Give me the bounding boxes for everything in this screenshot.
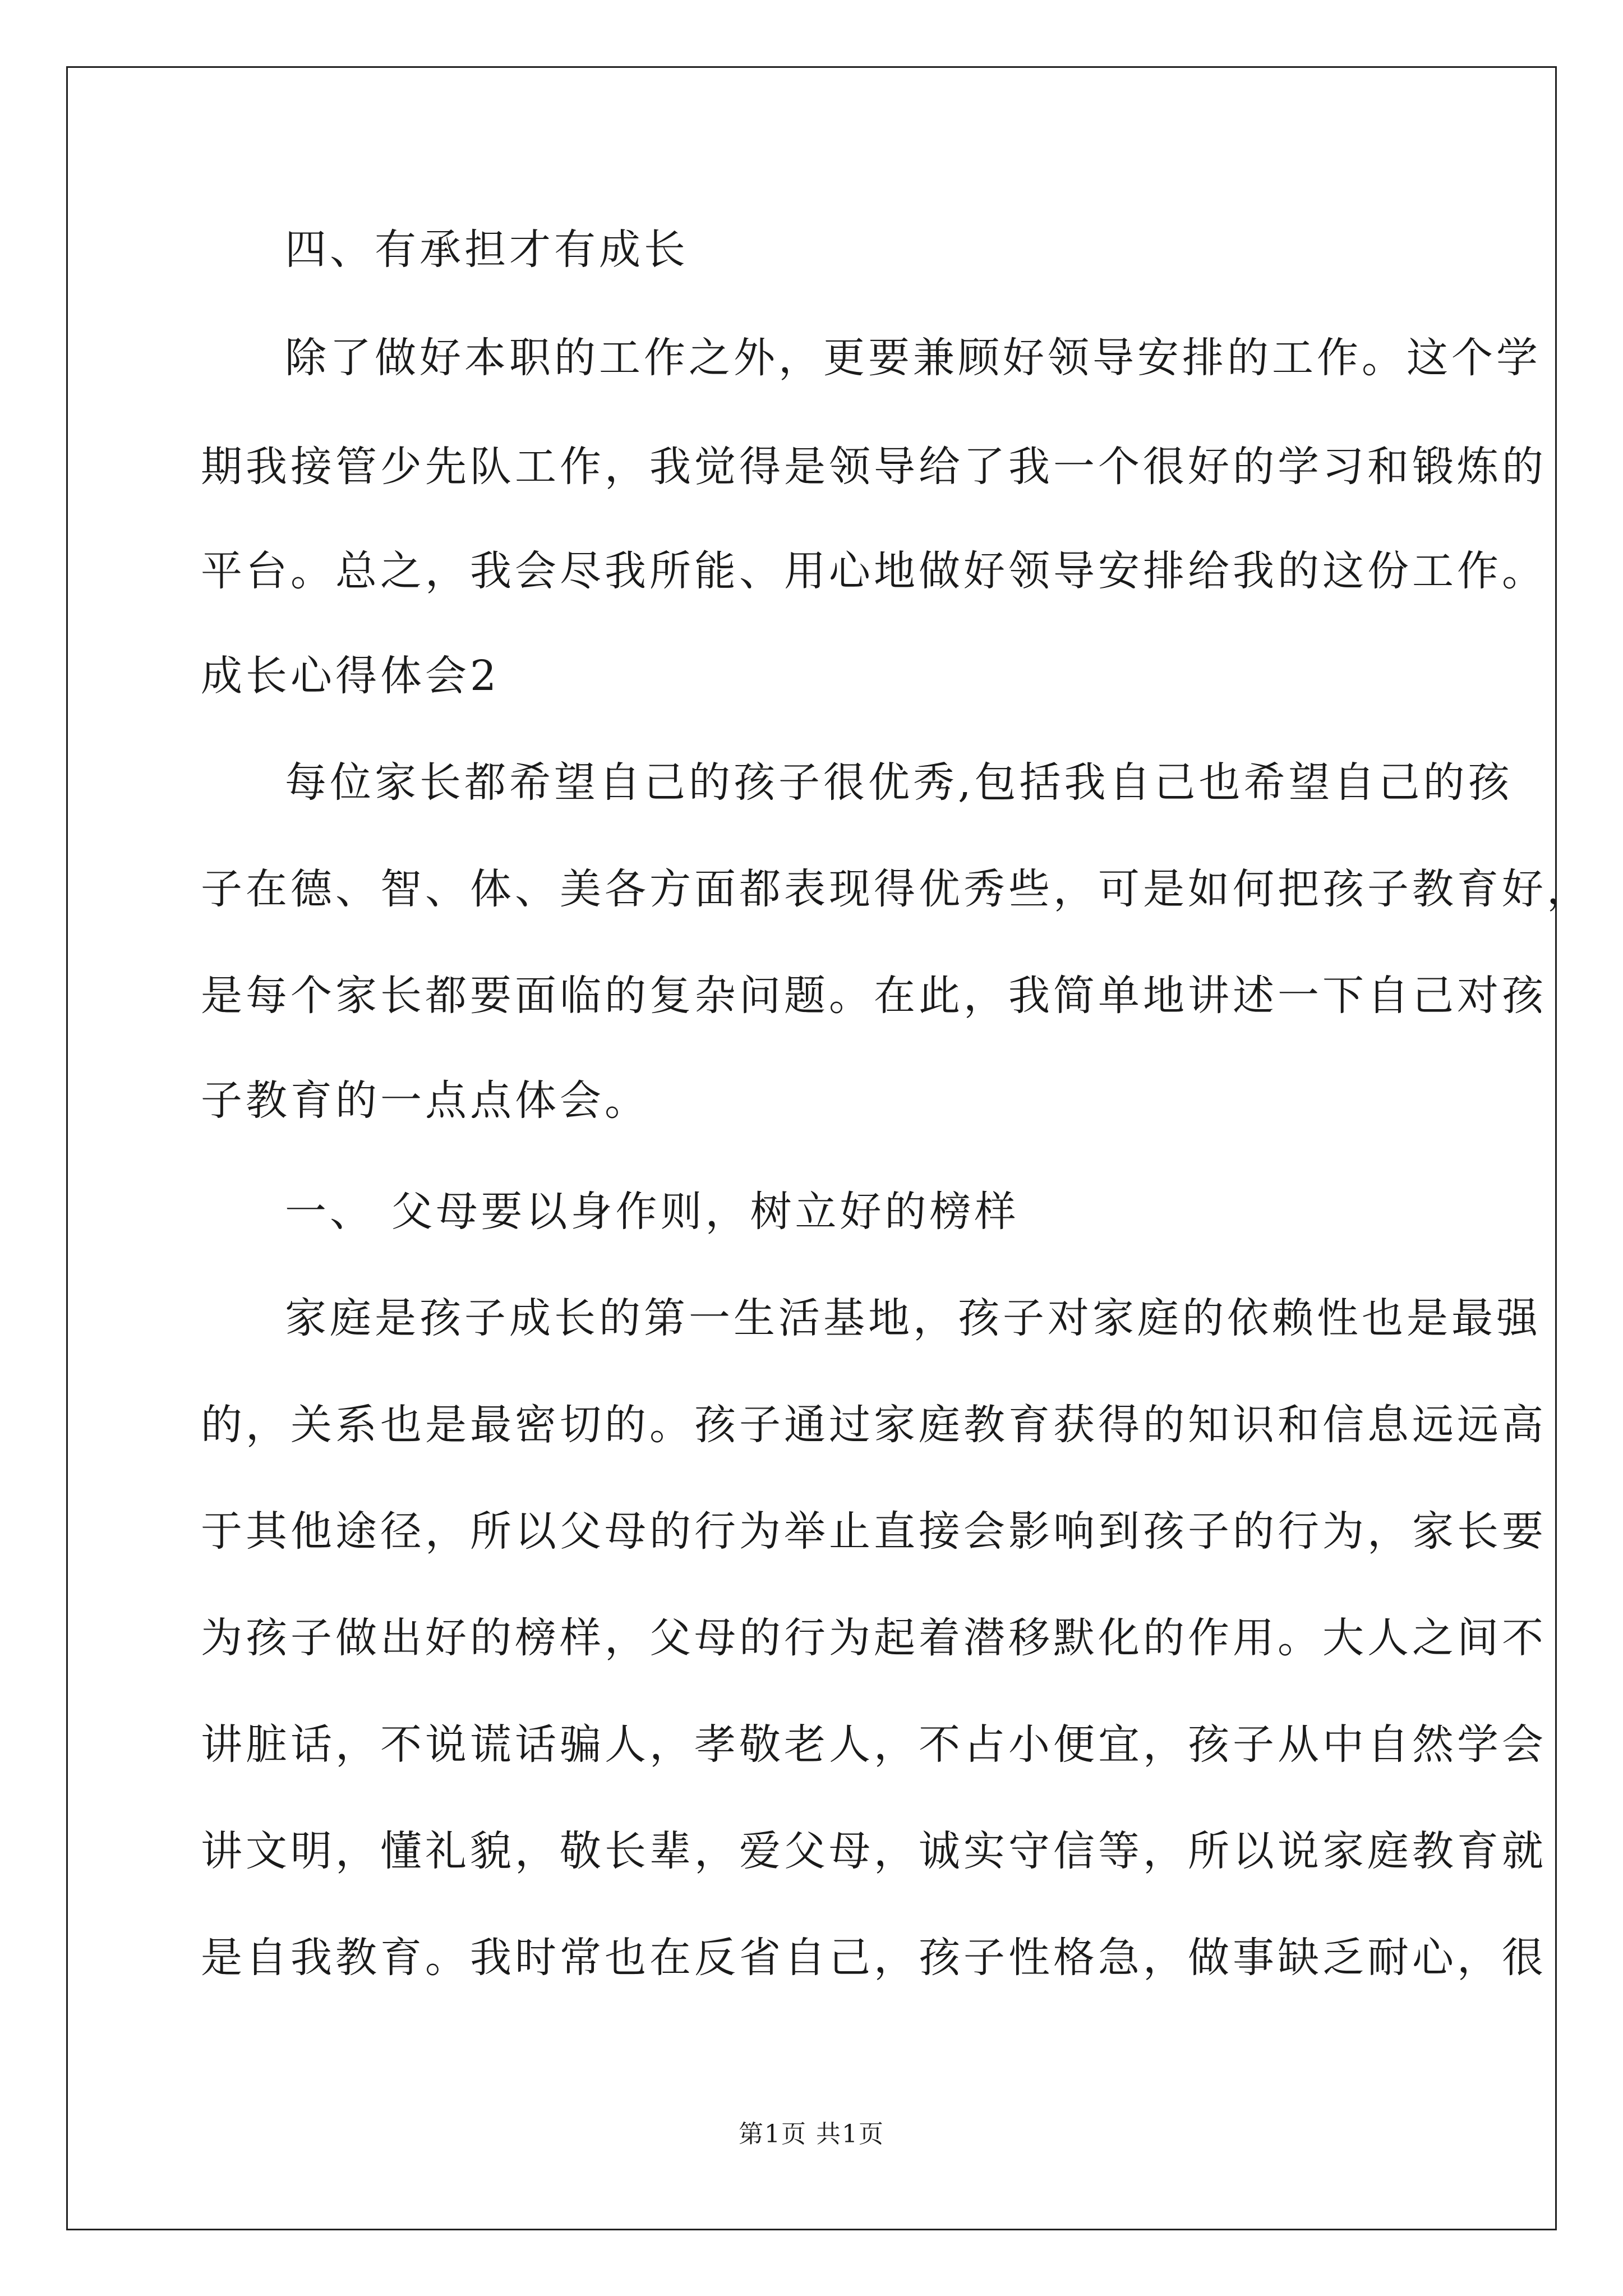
paragraph-line: 于其他途径，所以父母的行为举止直接会影响到孩子的行为，家长要: [201, 1507, 1547, 1556]
paragraph-line: 的，关系也是最密切的。孩子通过家庭教育获得的知识和信息远远高: [201, 1401, 1547, 1449]
section-heading-1: 一、 父母要以身作则，树立好的榜样: [285, 1188, 1020, 1236]
paragraph-line: 为孩子做出好的榜样，父母的行为起着潜移默化的作用。大人之间不: [201, 1614, 1547, 1662]
article-title: 成长心得体会2: [201, 652, 500, 700]
paragraph-line: 讲脏话，不说谎话骗人，孝敬老人，不占小便宜，孩子从中自然学会: [201, 1720, 1547, 1769]
paragraph-line: 家庭是孩子成长的第一生活基地，孩子对家庭的依赖性也是最强: [285, 1294, 1541, 1342]
paragraph-line: 子教育的一点点体会。: [201, 1076, 649, 1125]
paragraph-line: 每位家长都希望自己的孩子很优秀,包括我自己也希望自己的孩: [285, 758, 1513, 807]
page-border: [66, 66, 1557, 2230]
paragraph-line: 是每个家长都要面临的复杂问题。在此，我简单地讲述一下自己对孩: [201, 972, 1547, 1020]
page-number-footer: 第1页 共1页: [739, 2120, 884, 2148]
paragraph-line: 是自我教育。我时常也在反省自己，孩子性格急，做事缺乏耐心，很: [201, 1934, 1547, 1982]
section-heading-4: 四、有承担才有成长: [285, 226, 689, 274]
paragraph-line: 讲文明，懂礼貌，敬长辈，爱父母，诚实守信等，所以说家庭教育就: [201, 1827, 1547, 1875]
paragraph-line: 期我接管少先队工作，我觉得是领导给了我一个很好的学习和锻炼的: [201, 443, 1547, 491]
paragraph-line: 除了做好本职的工作之外，更要兼顾好领导安排的工作。这个学: [285, 334, 1541, 382]
paragraph-line: 平台。总之，我会尽我所能、用心地做好领导安排给我的这份工作。: [201, 547, 1547, 595]
paragraph-line: 子在德、智、体、美各方面都表现得优秀些，可是如何把孩子教育好，: [201, 865, 1592, 913]
